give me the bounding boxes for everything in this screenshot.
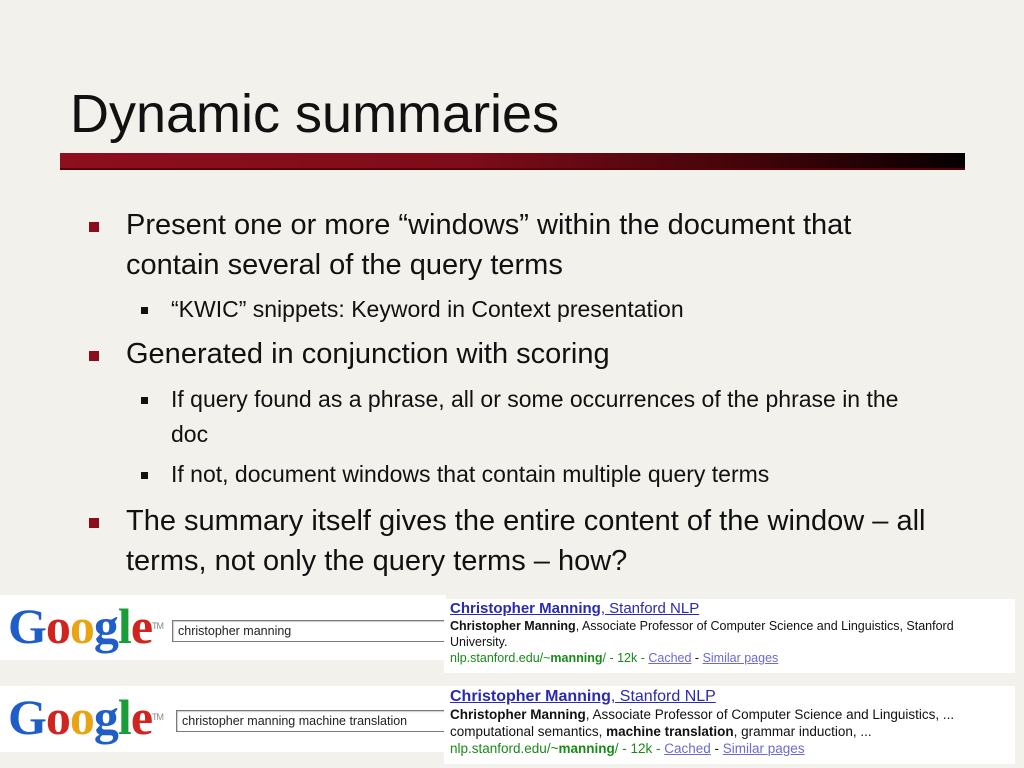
sub-bullet-marker [141,472,148,479]
result-url-line: nlp.stanford.edu/~manning/ - 12k - Cached - Similar pages [450,651,779,665]
similar-pages-link[interactable]: Similar pages [702,651,779,665]
sub-bullet-3: If not, document windows that contain multiple query terms [171,461,770,487]
result-url-line: nlp.stanford.edu/~manning/ - 12k - Cached - Similar pages [450,741,805,756]
bullet-2: Generated in conjunction with scoring [126,338,610,370]
result-title-link[interactable]: Christopher Manning, Stanford NLP [450,688,716,705]
cached-link[interactable]: Cached [664,741,711,756]
slide-title: Dynamic summaries [70,84,560,144]
bullet-marker [89,518,99,528]
google-search-panel-2 [0,686,446,752]
result-snippet: Christopher Manning, Associate Professor of Computer Science and Linguistics, ... [450,707,955,722]
search-result-2 [444,686,1015,764]
cached-link[interactable]: Cached [648,651,692,665]
result-title-link[interactable]: Christopher Manning, Stanford NLP [450,600,700,617]
bullet-3: The summary itself gives the entire content of the window – all terms, not only the query terms – how? [126,505,926,577]
bullet-marker [89,351,99,361]
title-rule [60,153,965,170]
sub-bullet-marker [141,307,148,314]
result-snippet-2: computational semantics, machine translation, grammar induction, ... [450,724,872,739]
bullet-marker [89,222,99,232]
sub-bullet-1: “KWIC” snippets: Keyword in Context presentation [171,296,684,322]
google-search-panel-1 [0,595,446,660]
google-logo: GoogleTM [8,689,164,745]
bullet-1: Present one or more “windows” within the document that contain several of the query terms [126,209,852,281]
sub-bullet-marker [141,397,148,404]
google-logo: GoogleTM [8,598,164,654]
sub-bullet-2: If query found as a phrase, all or some occurrences of the phrase in the doc [171,386,899,447]
search-input[interactable]: christopher manning [172,620,452,642]
result-snippet: Christopher Manning, Associate Professor of Computer Science and Linguistics, Stanford University. [450,619,954,649]
search-result-1 [444,599,1015,673]
search-input[interactable]: christopher manning machine translation [176,710,452,732]
similar-pages-link[interactable]: Similar pages [722,741,805,756]
